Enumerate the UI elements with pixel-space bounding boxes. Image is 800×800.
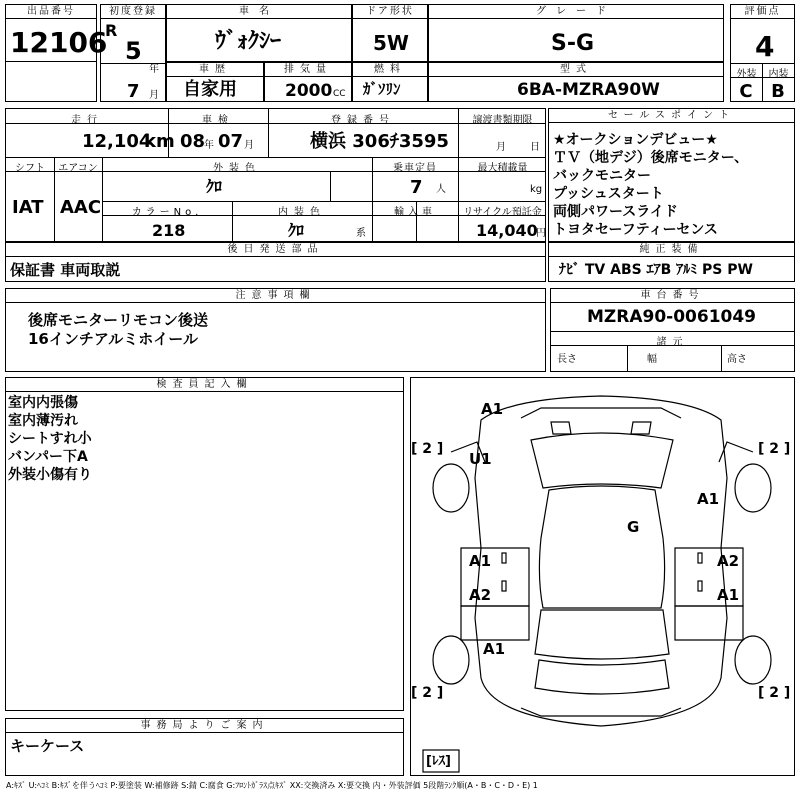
displacement-box <box>264 62 352 102</box>
ext-color-label: 外装色 <box>213 163 261 174</box>
model-box <box>428 62 724 102</box>
fuel-box <box>352 62 428 102</box>
interior-grade: B <box>771 81 786 102</box>
spare-tire-mark: [ﾚｽ] <box>426 754 451 769</box>
chassis-label: 車台番号 <box>551 289 794 303</box>
tire-rear-left: [ 2 ] <box>411 685 444 701</box>
mileage: 12,104 <box>82 131 152 152</box>
history-box <box>166 62 264 102</box>
later-parts-label: 後日発送部品 <box>6 243 545 257</box>
door-label: ドア形状 <box>353 5 427 19</box>
tire-rear-right: [ 2 ] <box>758 685 791 701</box>
chassis-box <box>550 288 795 372</box>
inspector-list <box>8 394 92 484</box>
int-color-unit: 系 <box>356 228 366 239</box>
notes-list <box>28 311 208 349</box>
lot-number: 12106 <box>10 26 108 59</box>
car-diagram-box <box>410 377 795 776</box>
lot-box <box>5 4 108 102</box>
inspector-box <box>5 377 404 711</box>
inspector-label: 検査員記入欄 <box>6 378 403 392</box>
reg-month: 7 <box>127 81 140 102</box>
score-label: 評価点 <box>731 5 794 19</box>
inspector-line: シートすれ小 <box>8 431 92 447</box>
transfer-label: 譲渡書類期限 <box>472 115 533 126</box>
registration: 横浜 306ﾁ3595 <box>310 131 449 152</box>
ac: AAC <box>60 197 102 218</box>
shift-label: シフト <box>15 163 45 174</box>
chassis-number: MZRA90-0061049 <box>587 307 757 327</box>
inspection-month-unit: 月 <box>244 140 254 151</box>
sales-point: ＴＶ（地デジ）後席モニター、 <box>553 150 749 166</box>
capacity-label: 乗車定員 <box>393 163 437 174</box>
damage-code-windshield: G <box>627 518 640 536</box>
model-label: 型式 <box>429 63 723 77</box>
damage-code-right-rear-door: A1 <box>717 586 740 604</box>
height-label: 高さ <box>727 354 747 365</box>
interior-label: 内装 <box>768 69 789 80</box>
ext-color: ｸﾛ <box>206 177 223 196</box>
inspector-line: 室内薄汚れ <box>8 413 78 429</box>
first-registration-box <box>100 4 166 102</box>
reg-year: 5 <box>125 37 142 65</box>
legend: A:ｷｽﾞ U:ﾍｺﾐ B:ｷｽﾞを伴うﾍｺﾐ P:要塗装 W:補修跡 S:錆 C:腐食 G:ﾌﾛﾝﾄｶﾞﾗｽ点ｷｽﾞ XX:交換済み X:要交換 内・外装評価 5段階ﾗﾝｸ順(A・B・C・D・E) 1 <box>6 781 538 790</box>
model: 6BA-MZRA90W <box>517 80 660 100</box>
month-unit: 月 <box>149 90 159 101</box>
car-name-label: 車名 <box>167 5 351 19</box>
damage-code-left-rear-fender: A1 <box>483 640 506 658</box>
displacement-unit: CC <box>333 89 346 99</box>
color-no-label: カラーNo. <box>131 207 203 218</box>
score-box <box>730 4 795 102</box>
grade-box <box>428 4 724 62</box>
equipment-box <box>548 242 795 282</box>
inspection-label: 車検 <box>202 115 234 126</box>
max-load-unit: kg <box>530 184 543 195</box>
damage-code-front-left-fender: U1 <box>469 450 492 468</box>
door-type: 5W <box>373 31 409 55</box>
damage-code-left-rear-door: A2 <box>469 586 492 604</box>
displacement: 2000 <box>285 81 333 101</box>
damage-code-left-front-door: A1 <box>469 552 492 570</box>
exterior-label: 外装 <box>736 69 757 80</box>
car-name: ｳﾞｫｸｼｰ <box>215 29 282 54</box>
sales-point: プッシュスタート <box>553 186 664 202</box>
tire-front-right: [ 2 ] <box>758 441 791 457</box>
max-load-label: 最大積載量 <box>477 163 528 174</box>
inspector-line: バンパー下A <box>8 449 88 465</box>
import-label: 輸入車 <box>394 207 436 218</box>
ac-label: エアコン <box>58 163 98 174</box>
specs-grid <box>5 108 546 242</box>
history-label: 車歴 <box>167 63 263 77</box>
color-no: 218 <box>152 221 186 240</box>
capacity-unit: 人 <box>436 184 446 195</box>
office-box <box>5 718 404 776</box>
int-color-label: 内装色 <box>278 207 326 218</box>
note-line: 16インチアルミホイール <box>28 330 198 348</box>
mileage-label: 走行 <box>71 115 103 126</box>
car-name-box <box>166 4 352 62</box>
equipment-label: 純正装備 <box>549 243 794 257</box>
specs-label: 諸元 <box>656 337 689 348</box>
transfer-day-unit: 日 <box>530 142 540 153</box>
later-parts-box <box>5 242 546 282</box>
registration-label: 登録番号 <box>331 115 395 126</box>
notes-label: 注意事項欄 <box>6 289 545 303</box>
mileage-unit: km <box>144 131 175 152</box>
sales-point: トヨタセーフティーセンス <box>553 222 718 238</box>
sales-point: ★オークションデビュー★ <box>553 132 718 148</box>
recycle: 14,040 <box>476 221 538 240</box>
displacement-label: 排気量 <box>265 63 351 77</box>
length-label: 長さ <box>557 354 577 365</box>
car-diagram <box>411 378 794 775</box>
inspection-year: 08 <box>180 131 206 152</box>
damage-code-right-front-door: A2 <box>717 552 740 570</box>
office-note: キーケース <box>10 737 85 755</box>
fuel-label: 燃料 <box>353 63 427 77</box>
notes-box <box>5 288 546 372</box>
history: 自家用 <box>183 79 237 100</box>
inspection-month: 07 <box>218 131 244 152</box>
score: 4 <box>755 30 775 63</box>
lot-label: 出品番号 <box>6 5 96 19</box>
width-label: 幅 <box>647 354 657 365</box>
first-reg-label: 初度登録 <box>101 5 165 19</box>
recycle-label: リサイクル預託金 <box>463 207 542 218</box>
damage-code-front-bumper: A1 <box>481 400 504 418</box>
note-line: 後席モニターリモコン後送 <box>28 311 209 329</box>
year-unit: 年 <box>149 64 159 75</box>
grade: S-G <box>551 31 595 56</box>
tire-front-left: [ 2 ] <box>411 441 444 457</box>
inspection-year-unit: 年 <box>204 140 214 151</box>
transfer-month-unit: 月 <box>496 142 506 153</box>
era: R <box>105 21 118 40</box>
sales-points-label: セールスポイント <box>549 109 794 123</box>
damage-code-right-fender: A1 <box>697 490 720 508</box>
sales-points-list <box>553 131 748 239</box>
recycle-unit: 円 <box>536 228 546 239</box>
door-box <box>352 4 428 62</box>
fuel: ｶﾞｿﾘﾝ <box>363 80 401 98</box>
sales-point: 両側パワースライド <box>553 204 678 220</box>
sales-point: バックモニター <box>553 168 651 184</box>
shift: IAT <box>12 197 44 218</box>
capacity: 7 <box>410 177 423 198</box>
grade-label: グレード <box>429 5 723 19</box>
inspector-line: 外装小傷有り <box>8 467 92 483</box>
int-color: ｸﾛ <box>288 221 305 240</box>
inspector-line: 室内内張傷 <box>8 395 78 411</box>
later-parts: 保証書 車両取説 <box>10 261 121 279</box>
sales-points-box <box>548 108 795 242</box>
office-label: 事務局よりご案内 <box>6 719 403 733</box>
exterior-grade: C <box>739 81 754 102</box>
equipment: ﾅﾋﾞ TV ABS ｴｱB ｱﾙﾐ PS PW <box>559 262 753 278</box>
